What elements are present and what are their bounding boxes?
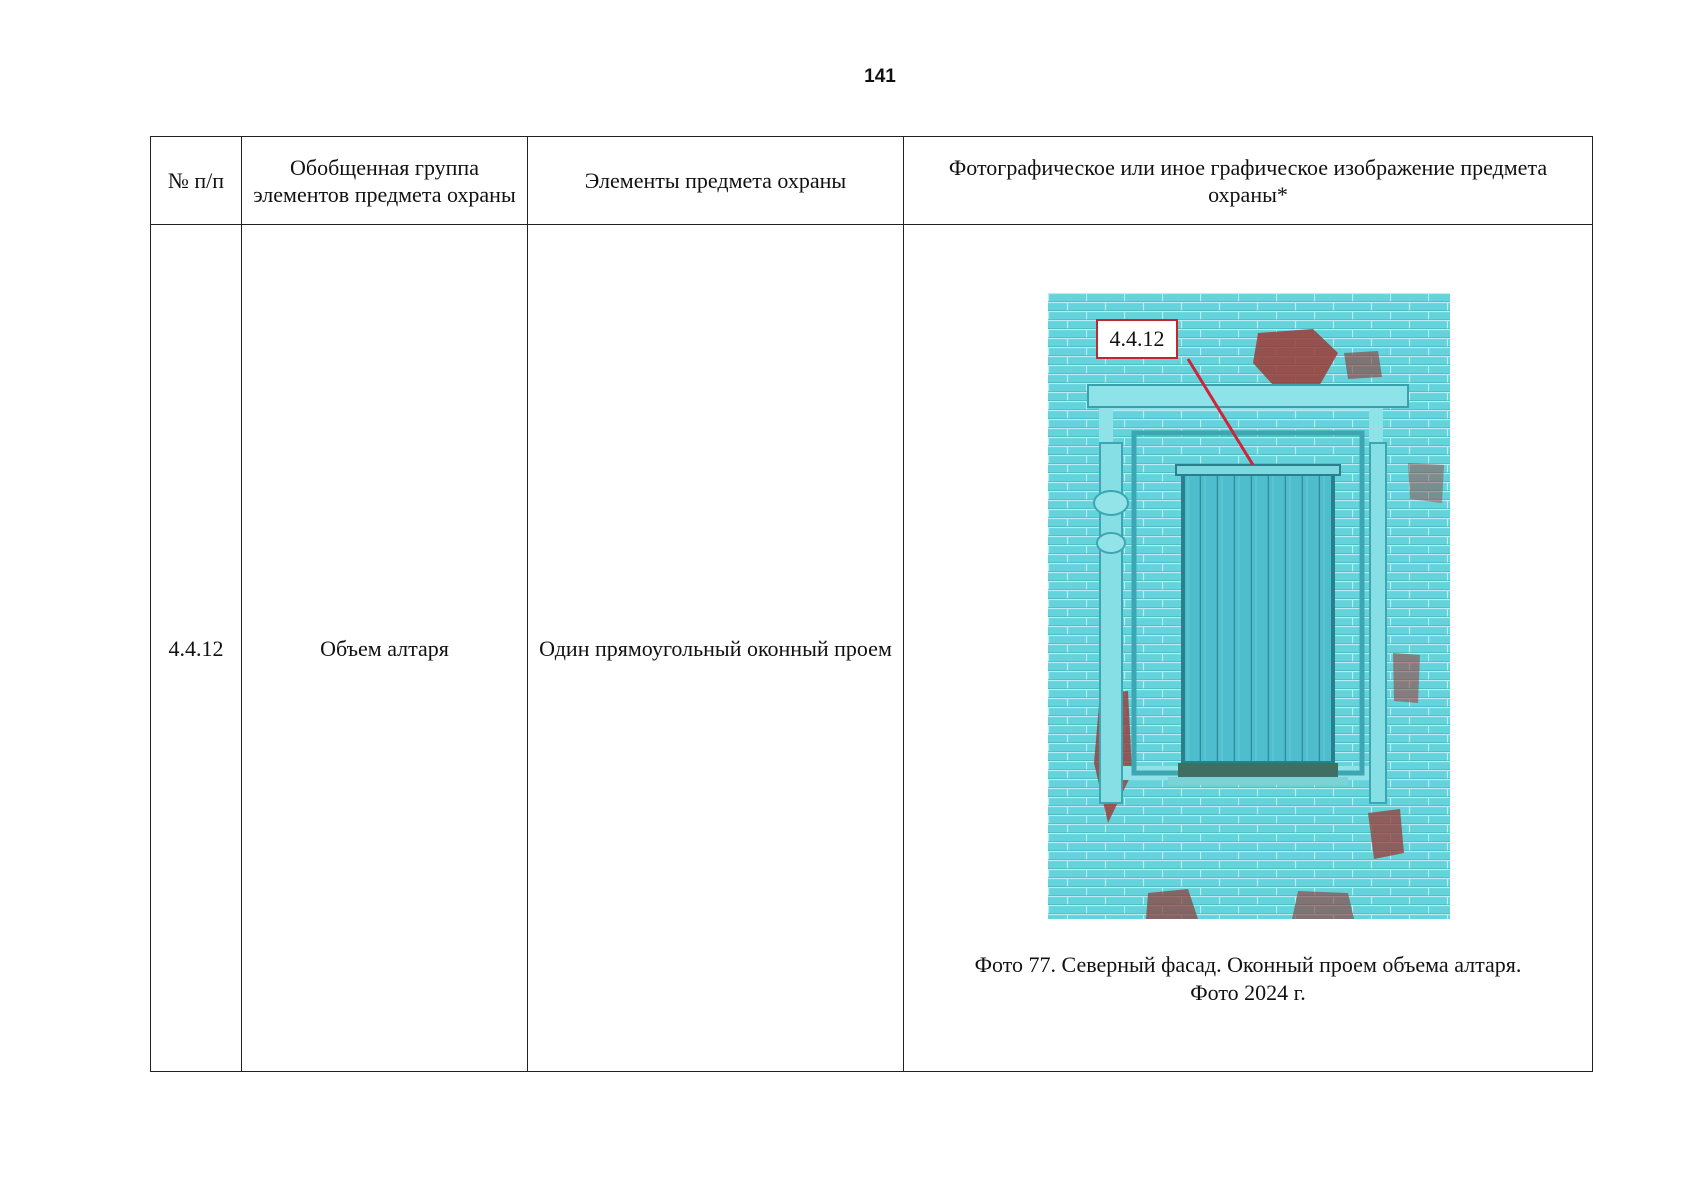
page-number: 141 [864, 66, 896, 87]
photo-callout-label: 4.4.12 [1096, 319, 1178, 359]
table-row [151, 225, 1593, 1072]
cell-elements: Один прямоугольный оконный проем [528, 225, 904, 1072]
window-photo-image [1048, 293, 1450, 919]
photo-caption-line1: Фото 77. Северный фасад. Оконный проем объема алтаря. [974, 952, 1522, 977]
cell-photo [904, 225, 1593, 1072]
header-group: Обобщенная группа элементов предмета охраны [242, 137, 528, 225]
cell-group: Объем алтаря [242, 225, 528, 1072]
header-num: № п/п [151, 137, 242, 225]
cell-num: 4.4.12 [151, 225, 242, 1072]
facade-photo [1048, 293, 1450, 919]
table-header-row [151, 137, 1593, 225]
photo-caption-line2: Фото 2024 г. [1190, 980, 1306, 1005]
photo-caption [904, 951, 1592, 1007]
protection-table [150, 136, 1593, 1072]
header-elements: Элементы предмета охраны [528, 137, 904, 225]
header-image: Фотографическое или иное графическое изображение предмета охраны* [904, 137, 1593, 225]
